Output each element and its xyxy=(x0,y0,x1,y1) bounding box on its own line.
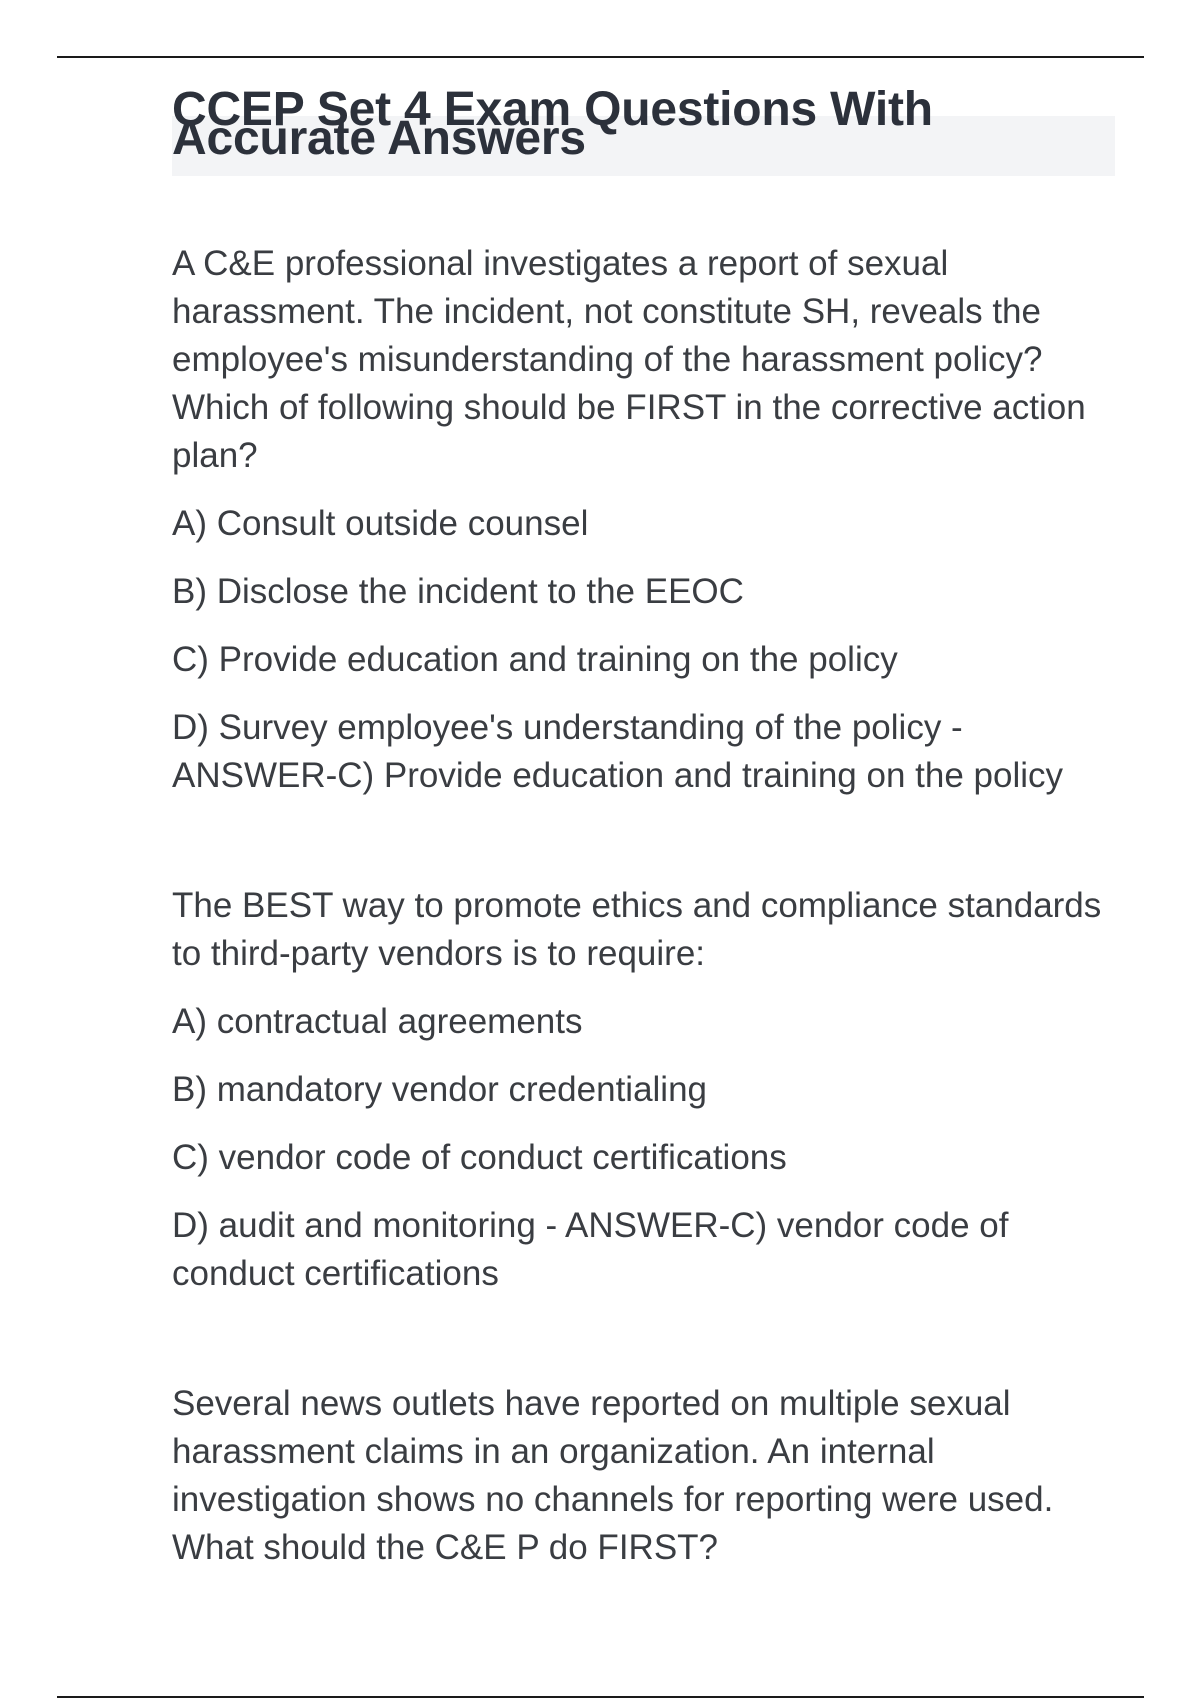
answer-option-a: A) Consult outside counsel xyxy=(172,504,589,543)
question-block-1 xyxy=(172,240,1122,800)
question-block-2 xyxy=(172,882,1122,1298)
top-rule xyxy=(57,56,1144,58)
document-body xyxy=(172,240,1122,1592)
bottom-rule xyxy=(57,1696,1144,1698)
answer-option-b: B) mandatory vendor credentialing xyxy=(172,1070,708,1109)
answer-option-d-with-answer: D) audit and monitoring - ANSWER-C) vendor code of conduct certifications xyxy=(172,1206,1009,1293)
answer-option-c: C) vendor code of conduct certifications xyxy=(172,1138,787,1177)
answer-option-a: A) contractual agreements xyxy=(172,1002,583,1041)
question-text: A C&E professional investigates a report of sexual harassment. The incident, not constitute SH, reveals the employee's misunderstanding of the harassment policy? Which of following should be FIRST in the corrective action plan? xyxy=(172,244,1086,475)
answer-option-d-with-answer: D) Survey employee's understanding of the policy - ANSWER-C) Provide education and training on the policy xyxy=(172,708,1063,795)
question-text: The BEST way to promote ethics and compliance standards to third-party vendors is to require: xyxy=(172,886,1102,973)
document-title: CCEP Set 4 Exam Questions With Accurate Answers xyxy=(172,83,933,165)
answer-option-c: C) Provide education and training on the policy xyxy=(172,640,898,679)
question-text: Several news outlets have reported on multiple sexual harassment claims in an organization. An internal investigation shows no channels for reporting were used. What should the C&E P do FIRST? xyxy=(172,1384,1054,1567)
answer-option-b: B) Disclose the incident to the EEOC xyxy=(172,572,744,611)
question-block-3 xyxy=(172,1380,1122,1572)
